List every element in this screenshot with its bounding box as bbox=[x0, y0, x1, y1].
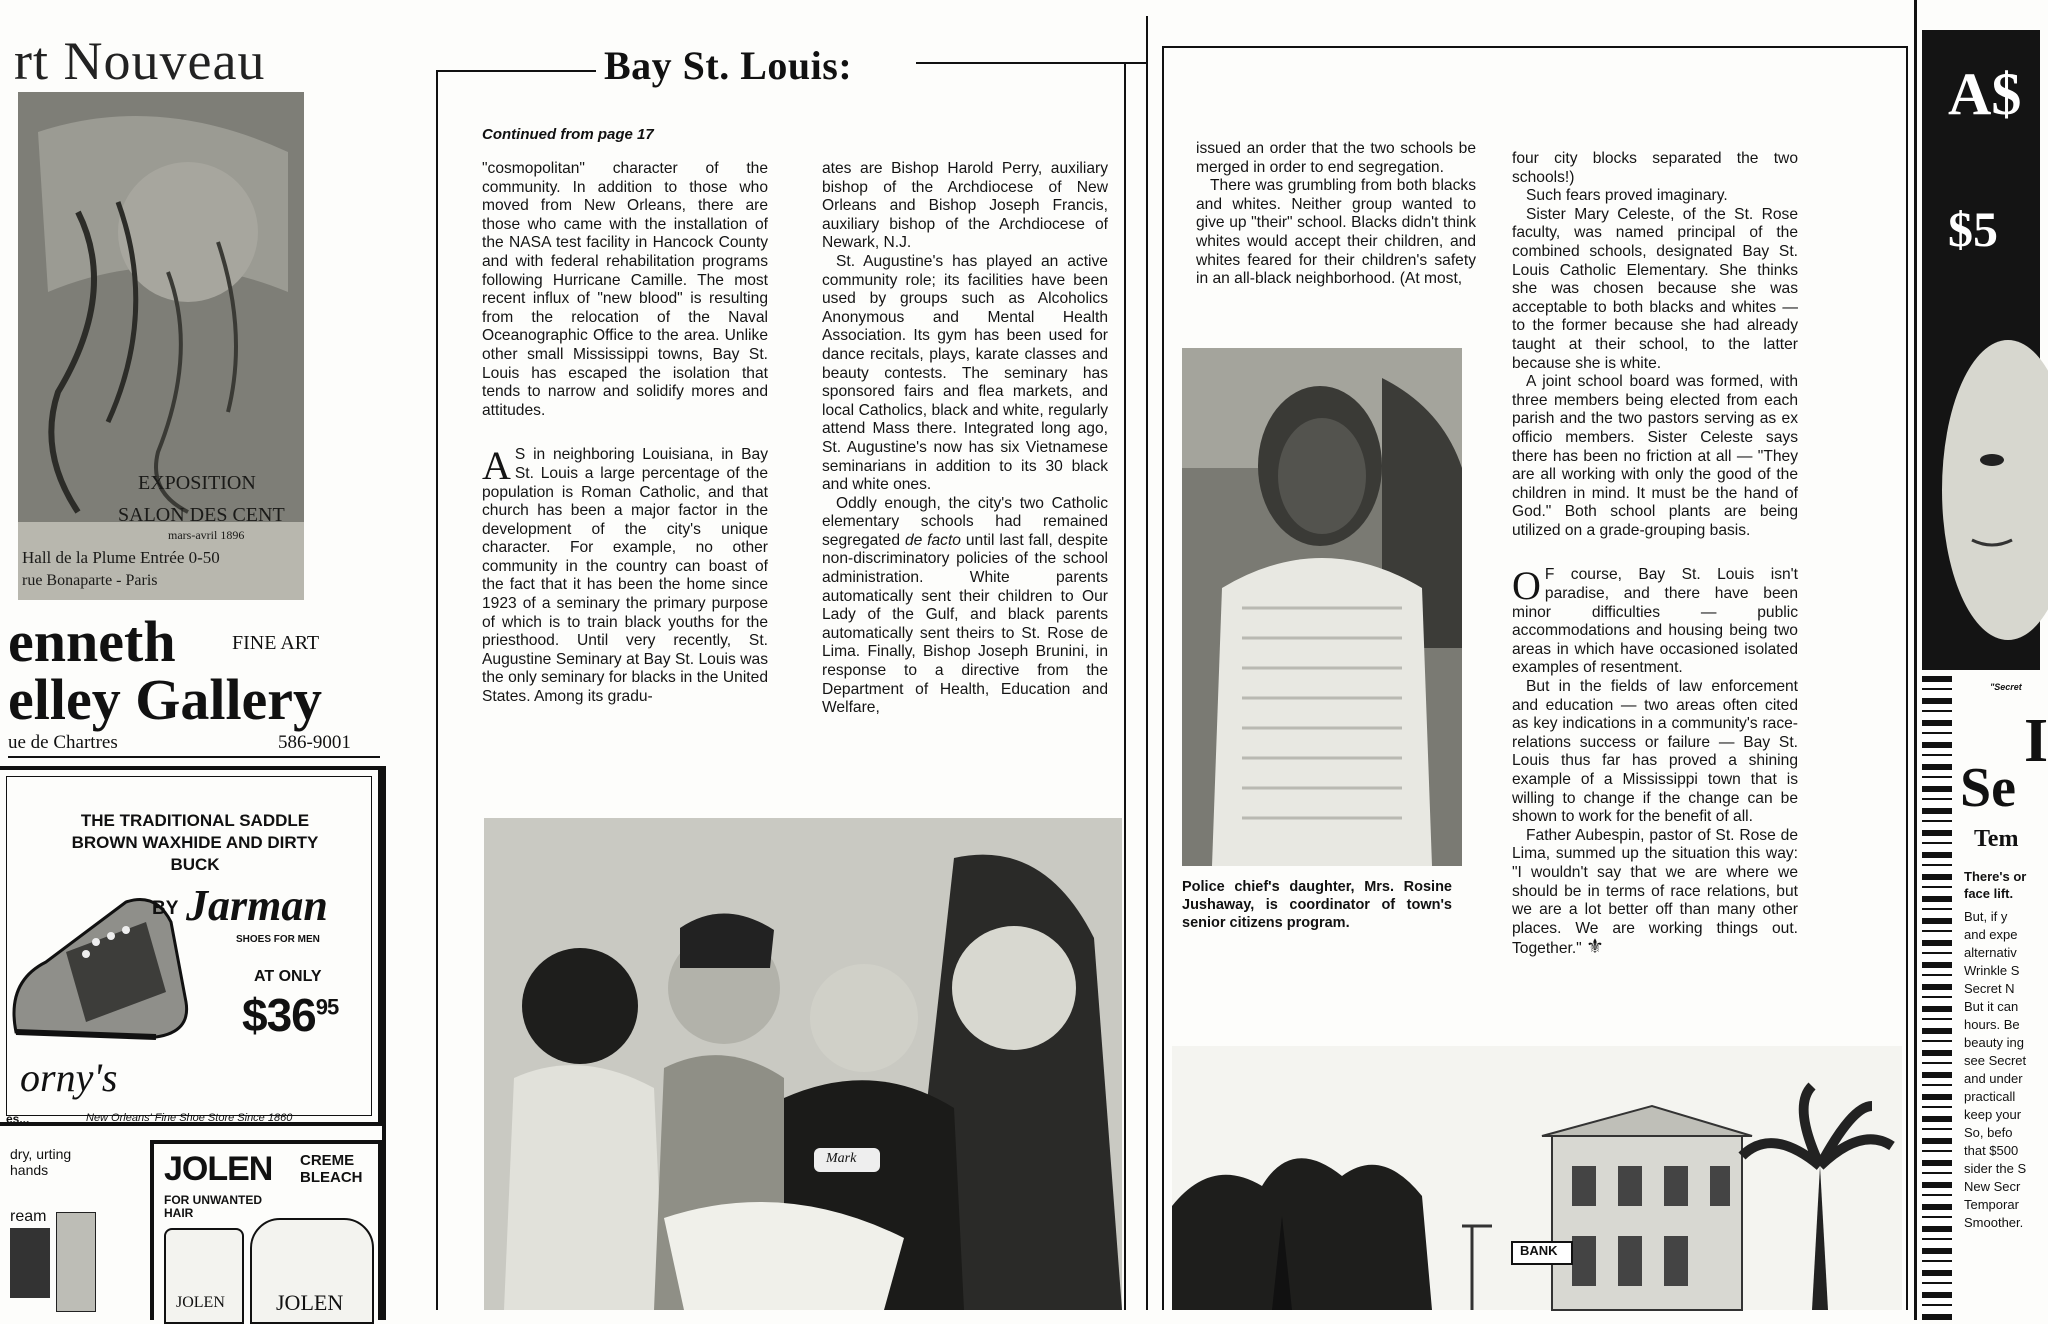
bank-street-photo bbox=[1172, 1046, 1902, 1310]
right-strip-edge bbox=[1914, 0, 1917, 1320]
left-strip-edge bbox=[382, 766, 386, 1320]
page-gutter bbox=[1146, 16, 1148, 1310]
secret-body-line: Temporar bbox=[1964, 1197, 2019, 1212]
col2-paragraph-2: St. Augustine's has played an active community role; its facilities have been used by groups such as Alcoholics Anonymous and Mental Health Association. Its gym has been used for dance recitals, plays, karate classes and beauty contests. The seminary has sponsored fairs and flea markets, and local Catholics, black and white, regularly attend Mass there. Integrated long ago, St. Augustine's now has six Vietnamese seminarians in addition to its 30 black and white ones. bbox=[822, 252, 1108, 494]
secret-body-line: alternativ bbox=[1964, 945, 2017, 960]
col4-paragraph-6: But in the fields of law enforcement and education — two areas often cited as key indications in a community's race-relations success or failure — Bay St. Louis thus far has proved a shining example of a Mississippi town that is willing to change if the change can be shown to work for the benefit of all. bbox=[1512, 678, 1798, 826]
cream-brand: ream bbox=[10, 1208, 47, 1225]
right-page-box-right bbox=[1906, 46, 1908, 1310]
shoe-by: BY bbox=[152, 898, 179, 919]
secret-body-line: New Secr bbox=[1964, 1179, 2021, 1194]
left-ad-strip bbox=[0, 0, 390, 1320]
secret-body-line: So, befo bbox=[1964, 1125, 2013, 1140]
left-page-box-top-right bbox=[916, 62, 1146, 64]
secret-ad-big-a: A$ bbox=[1948, 61, 2022, 127]
ornamental-border bbox=[1922, 676, 1952, 1320]
col4-paragraph-2: Such fears proved imaginary. bbox=[1526, 187, 1728, 205]
cream-jar bbox=[10, 1228, 50, 1298]
article-column-4 bbox=[1512, 150, 1798, 959]
secret-body-line: sider the S bbox=[1964, 1161, 2027, 1176]
col4-paragraph-7-text: Father Aubespin, pastor of St. Rose de Lima, summed up the situation this way: "I wouldn't say that we are where we should be in terms of race relations, but we are a lot better off than many other places. We are working things out. Together." bbox=[1512, 826, 1798, 958]
cream-text: dry, urting hands bbox=[10, 1146, 72, 1178]
col1-paragraph-2 bbox=[482, 443, 768, 706]
secret-body-line: and under bbox=[1964, 1071, 2023, 1086]
secret-body-line: Wrinkle S bbox=[1964, 963, 2020, 978]
poster-plume: Hall de la Plume Entrée 0-50 bbox=[22, 548, 220, 567]
col2-paragraph-3b: until last fall, despite non-discriminatory policies of the school administration. White parents automatically sent their children to Our Lady of the Gulf, and black parents automatically sent theirs to St. Rose de Lima. Finally, Bishop Joseph Brunini, in response to a directive from the Department of Health, Education and Welfare, bbox=[822, 531, 1108, 717]
left-page-box-left bbox=[436, 70, 438, 1310]
shoe-headline: THE TRADITIONAL SADDLE BROWN WAXHIDE AND DIRTY BUCK bbox=[71, 811, 319, 874]
woman-face-image bbox=[1922, 310, 2040, 670]
secret-body-line: But it can bbox=[1964, 999, 2019, 1014]
col2-paragraph-3a: Oddly enough, the city's two Catholic elementary schools had remained segregated bbox=[822, 494, 1108, 549]
right-page-box-left bbox=[1162, 46, 1164, 1310]
jolen-ad bbox=[150, 1140, 382, 1320]
col1-paragraph-2-text: S in neighboring Louisiana, in Bay St. Louis a large percentage of the population is Roman Catholic, and that church has been a major factor in the development of the city's unique character. For example, no other community in the country can boast of the fact that it has been the home since 1923 of a seminary the primary purpose of which is to train black youths for the priesthood. Until very recently, St. Augustine Seminary at Bay St. Louis was the only seminary for blacks in the United States. Among its gradu- bbox=[482, 446, 768, 706]
cream-tube bbox=[56, 1212, 96, 1312]
secret-lead: There's or face lift. bbox=[1964, 869, 2027, 901]
jolen-jar-2-label: JOLEN bbox=[276, 1290, 344, 1315]
shoe-brand: Jarman bbox=[186, 881, 328, 930]
col3-paragraph-1: issued an order that the two schools be merged in order to end segregation. bbox=[1196, 140, 1476, 176]
shoe-price-dollars: $36 bbox=[242, 989, 316, 1041]
secret-caption: "Secret bbox=[1990, 682, 2022, 692]
store-tagline: New Orleans' Fine Shoe Store Since 1860 bbox=[86, 1112, 293, 1124]
right-ad-strip bbox=[1918, 0, 2048, 1320]
jolen-jar-1 bbox=[164, 1228, 244, 1324]
gallery-name-line2: elley Gallery bbox=[8, 667, 323, 732]
shoe-at-only: AT ONLY bbox=[254, 968, 322, 985]
secret-body-line: keep your bbox=[1964, 1107, 2022, 1122]
col4-dropcap: O bbox=[1512, 563, 1541, 609]
left-page-box-right bbox=[1124, 62, 1126, 1310]
secret-body-line: practicall bbox=[1964, 1089, 2016, 1104]
gallery-phone: 586-9001 bbox=[278, 732, 351, 753]
cream-ad bbox=[0, 1132, 150, 1320]
store-prefix: es... bbox=[6, 1112, 30, 1126]
col1-paragraph-1: "cosmopolitan" character of the community. In addition to those who moved from New Orleans, there are those who came with the installation of the NASA test facility in Hancock County and with federal rehabilitation programs following Hurricane Camille. The most recent influx of "new blood" is resulting from the relocation of the Naval Oceanographic Office to the area. Unlike other small Mississippi towns, Bay St. Louis has escaped the isolation that tends to narrow and solidify mores and attitudes. bbox=[482, 160, 768, 419]
shoe-ad bbox=[0, 766, 382, 1126]
store-name: orny's bbox=[20, 1055, 118, 1100]
jolen-product: CREME BLEACH bbox=[300, 1152, 363, 1186]
bank-sign: BANK bbox=[1520, 1243, 1558, 1258]
article-column-2 bbox=[822, 160, 1108, 718]
continued-from: Continued from page 17 bbox=[482, 126, 654, 143]
secret-body-line: Secret N bbox=[1964, 981, 2015, 996]
col1-dropcap: A bbox=[482, 443, 511, 489]
right-page-box-top bbox=[1162, 46, 1908, 48]
name-tag: Mark bbox=[826, 1151, 857, 1166]
secret-body-line: that $500 bbox=[1964, 1143, 2019, 1158]
poster-exposition: EXPOSITION bbox=[138, 472, 256, 494]
poster-salon: SALON DES CENT bbox=[118, 504, 285, 526]
article-headline: Bay St. Louis: bbox=[604, 43, 853, 88]
portrait-illustration bbox=[1182, 348, 1462, 866]
gallery-name-line1: enneth bbox=[8, 609, 176, 674]
jolen-for: FOR UNWANTED HAIR bbox=[164, 1193, 262, 1220]
art-nouveau-heading: rt Nouveau bbox=[14, 31, 266, 91]
secret-body-line: But, if y bbox=[1964, 909, 2008, 924]
col2-italic-term: de facto bbox=[904, 531, 961, 549]
col2-paragraph-3 bbox=[822, 495, 1108, 718]
children-photo-illustration bbox=[484, 818, 1122, 1310]
shoe-price bbox=[242, 988, 338, 1042]
shoe-brand-sub: SHOES FOR MEN bbox=[236, 934, 320, 945]
art-nouveau-poster bbox=[18, 92, 304, 600]
article-column-3 bbox=[1196, 140, 1476, 289]
secret-ad-dark-panel bbox=[1922, 30, 2040, 670]
secret-body bbox=[1964, 908, 2040, 1232]
poster-date: mars-avril 1896 bbox=[168, 528, 245, 542]
col4-paragraph-7 bbox=[1512, 827, 1798, 959]
gallery-street: ue de Chartres bbox=[8, 732, 118, 753]
fleur-de-lis-icon: ⚜ bbox=[1586, 936, 1604, 959]
jolen-brand: JOLEN bbox=[164, 1150, 273, 1188]
bank-photo-illustration bbox=[1172, 1046, 1902, 1310]
col4-paragraph-4: A joint school board was formed, with three members being elected from each parish and the two pastors serving as ex officio members. Sister Celeste says there has been no friction at all — "They are all working with only the good of the children in mind. It must be the hand of God." Both school plants are being utilized on a grade-grouping basis. bbox=[1512, 373, 1798, 539]
secret-ad-price: $5 bbox=[1948, 201, 1998, 257]
col2-paragraph-1: ates are Bishop Harold Perry, auxiliary bishop of the Archdiocese of New Orleans and Bishop Joseph Francis, auxiliary bishop of the Archdiocese of Newark, N.J. bbox=[822, 160, 1108, 252]
jolen-jar-2 bbox=[250, 1218, 374, 1324]
secret-headline-tem: Tem bbox=[1974, 826, 2019, 852]
secret-headline-i: I bbox=[2024, 707, 2048, 775]
police-chiefs-daughter-photo bbox=[1182, 348, 1462, 866]
article-column-1 bbox=[482, 160, 768, 707]
secret-body-line: see Secret bbox=[1964, 1053, 2027, 1068]
col4-paragraph-5 bbox=[1512, 563, 1798, 678]
children-reading-photo bbox=[484, 818, 1122, 1310]
photo-caption: Police chief's daughter, Mrs. Rosine Jushaway, is coordinator of town's senior citizens program. bbox=[1182, 879, 1452, 931]
col4-paragraph-3: Sister Mary Celeste, of the St. Rose faculty, was named principal of the combined schools, designated Bay St. Louis Catholic Elementary. She thinks she was chosen because she was acceptable to both blacks and whites — to the former because she had already taught at their school, to the latter because she is white. bbox=[1512, 205, 1798, 372]
gallery-rule bbox=[8, 756, 380, 758]
secret-body-line: Smoother. bbox=[1964, 1215, 2024, 1230]
secret-body-line: and expe bbox=[1964, 927, 2018, 942]
shoe-price-cents: 95 bbox=[315, 994, 339, 1020]
jolen-jar-1-label: JOLEN bbox=[176, 1294, 225, 1311]
secret-body-line: beauty ing bbox=[1964, 1035, 2024, 1050]
secret-headline-se: Se bbox=[1960, 757, 2016, 819]
col4-paragraph-1: four city blocks separated the two schools!) bbox=[1512, 150, 1798, 186]
secret-body-line: hours. Be bbox=[1964, 1017, 2020, 1032]
left-page-box-top-left bbox=[436, 70, 596, 72]
poster-address: rue Bonaparte - Paris bbox=[22, 572, 158, 589]
fine-art-label: FINE ART bbox=[232, 632, 320, 654]
col4-paragraph-5-text: F course, Bay St. Louis isn't paradise, and there have been minor difficulties — public accommodations and housing being two areas in which have occasioned isolated examples of resentment. bbox=[1512, 566, 1798, 677]
col3-paragraph-2: There was grumbling from both blacks and whites. Neither group wanted to give up "their" school. Blacks didn't think whites would accept their children, and whites feared for their children's safety in an all-black neighborhood. (At most, bbox=[1196, 177, 1476, 288]
